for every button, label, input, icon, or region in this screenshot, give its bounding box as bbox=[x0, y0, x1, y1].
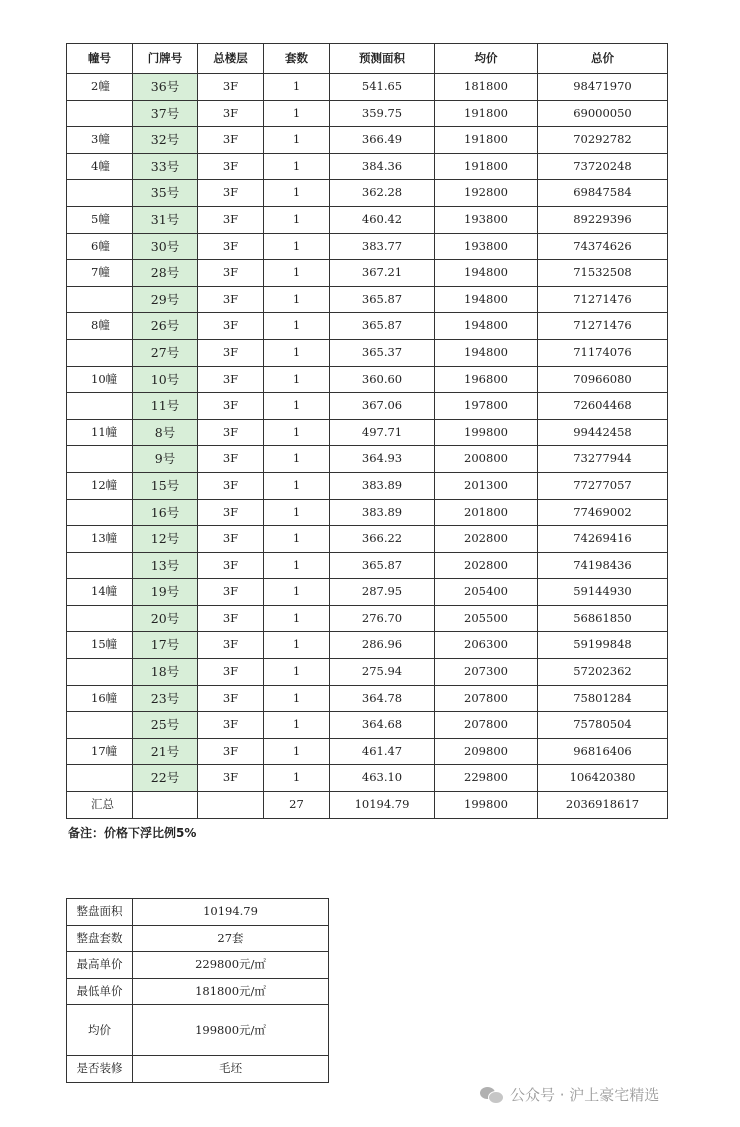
cell-total-price: 70966080 bbox=[538, 366, 668, 393]
cell-building: 12幢 bbox=[67, 472, 133, 499]
cell-building: 15幢 bbox=[67, 632, 133, 659]
table-row bbox=[67, 659, 668, 686]
cell-avg-price: 197800 bbox=[435, 393, 538, 420]
summary-label: 整盘面积 bbox=[67, 899, 133, 926]
cell-total-floors: 3F bbox=[198, 605, 264, 632]
cell-total-floors: 3F bbox=[198, 685, 264, 712]
cell-unit-count: 1 bbox=[264, 499, 330, 526]
cell-total-floors: 3F bbox=[198, 233, 264, 260]
total-floors bbox=[198, 792, 264, 819]
cell-total-floors: 3F bbox=[198, 366, 264, 393]
cell-total-floors: 3F bbox=[198, 712, 264, 739]
cell-unit-count: 1 bbox=[264, 472, 330, 499]
summary-value: 10194.79 bbox=[133, 899, 329, 926]
cell-unit-count: 1 bbox=[264, 685, 330, 712]
cell-building: 5幢 bbox=[67, 206, 133, 233]
cell-total-price: 69847584 bbox=[538, 180, 668, 207]
summary-row bbox=[67, 1056, 329, 1083]
cell-building bbox=[67, 286, 133, 313]
table-row bbox=[67, 286, 668, 313]
watermark-text: 公众号 · 沪上豪宅精选 bbox=[510, 1086, 660, 1104]
cell-total-floors: 3F bbox=[198, 472, 264, 499]
cell-total-price: 74269416 bbox=[538, 526, 668, 553]
cell-building bbox=[67, 712, 133, 739]
summary-value: 毛坯 bbox=[133, 1056, 329, 1083]
cell-unit-count: 1 bbox=[264, 712, 330, 739]
cell-unit-count: 1 bbox=[264, 339, 330, 366]
cell-unit-count: 1 bbox=[264, 153, 330, 180]
cell-total-floors: 3F bbox=[198, 100, 264, 127]
cell-door-number: 27号 bbox=[133, 339, 198, 366]
cell-avg-price: 209800 bbox=[435, 738, 538, 765]
summary-value: 27套 bbox=[133, 925, 329, 952]
cell-total-price: 98471970 bbox=[538, 74, 668, 101]
cell-area: 364.78 bbox=[330, 685, 435, 712]
cell-building bbox=[67, 552, 133, 579]
cell-total-floors: 3F bbox=[198, 313, 264, 340]
table-row bbox=[67, 366, 668, 393]
header-unit-count: 套数 bbox=[264, 44, 330, 74]
cell-total-floors: 3F bbox=[198, 206, 264, 233]
header-building: 幢号 bbox=[67, 44, 133, 74]
cell-total-floors: 3F bbox=[198, 552, 264, 579]
cell-unit-count: 1 bbox=[264, 738, 330, 765]
cell-avg-price: 193800 bbox=[435, 206, 538, 233]
cell-total-floors: 3F bbox=[198, 738, 264, 765]
cell-avg-price: 202800 bbox=[435, 552, 538, 579]
cell-door-number: 25号 bbox=[133, 712, 198, 739]
summary-row bbox=[67, 1005, 329, 1056]
cell-door-number: 11号 bbox=[133, 393, 198, 420]
cell-area: 366.49 bbox=[330, 127, 435, 154]
cell-unit-count: 1 bbox=[264, 419, 330, 446]
cell-unit-count: 1 bbox=[264, 765, 330, 792]
summary-table bbox=[66, 898, 329, 1083]
table-row bbox=[67, 153, 668, 180]
cell-area: 287.95 bbox=[330, 579, 435, 606]
cell-building bbox=[67, 393, 133, 420]
cell-unit-count: 1 bbox=[264, 393, 330, 420]
cell-total-floors: 3F bbox=[198, 659, 264, 686]
cell-area: 365.87 bbox=[330, 552, 435, 579]
cell-avg-price: 201300 bbox=[435, 472, 538, 499]
table-row bbox=[67, 313, 668, 340]
cell-building bbox=[67, 499, 133, 526]
cell-door-number: 28号 bbox=[133, 260, 198, 287]
table-row bbox=[67, 74, 668, 101]
cell-building bbox=[67, 659, 133, 686]
cell-unit-count: 1 bbox=[264, 552, 330, 579]
cell-building: 7幢 bbox=[67, 260, 133, 287]
summary-label: 均价 bbox=[67, 1005, 133, 1056]
cell-avg-price: 193800 bbox=[435, 233, 538, 260]
cell-avg-price: 229800 bbox=[435, 765, 538, 792]
cell-building bbox=[67, 100, 133, 127]
cell-avg-price: 194800 bbox=[435, 286, 538, 313]
cell-total-price: 71174076 bbox=[538, 339, 668, 366]
summary-row bbox=[67, 925, 329, 952]
summary-value: 229800元/㎡ bbox=[133, 952, 329, 979]
cell-area: 383.89 bbox=[330, 472, 435, 499]
cell-building: 17幢 bbox=[67, 738, 133, 765]
summary-label: 整盘套数 bbox=[67, 925, 133, 952]
cell-area: 360.60 bbox=[330, 366, 435, 393]
cell-area: 366.22 bbox=[330, 526, 435, 553]
cell-total-floors: 3F bbox=[198, 419, 264, 446]
header-avg-price: 均价 bbox=[435, 44, 538, 74]
table-row bbox=[67, 526, 668, 553]
cell-area: 275.94 bbox=[330, 659, 435, 686]
cell-avg-price: 192800 bbox=[435, 180, 538, 207]
cell-door-number: 16号 bbox=[133, 499, 198, 526]
table-row bbox=[67, 446, 668, 473]
watermark bbox=[480, 1084, 659, 1105]
total-door bbox=[133, 792, 198, 819]
cell-total-floors: 3F bbox=[198, 446, 264, 473]
cell-door-number: 18号 bbox=[133, 659, 198, 686]
header-total-price: 总价 bbox=[538, 44, 668, 74]
cell-door-number: 19号 bbox=[133, 579, 198, 606]
cell-unit-count: 1 bbox=[264, 100, 330, 127]
cell-avg-price: 199800 bbox=[435, 419, 538, 446]
cell-door-number: 37号 bbox=[133, 100, 198, 127]
cell-avg-price: 207300 bbox=[435, 659, 538, 686]
cell-area: 463.10 bbox=[330, 765, 435, 792]
cell-building: 11幢 bbox=[67, 419, 133, 446]
cell-area: 460.42 bbox=[330, 206, 435, 233]
cell-area: 365.87 bbox=[330, 313, 435, 340]
cell-total-floors: 3F bbox=[198, 153, 264, 180]
cell-total-floors: 3F bbox=[198, 632, 264, 659]
wechat-icon bbox=[480, 1085, 504, 1105]
cell-unit-count: 1 bbox=[264, 579, 330, 606]
cell-door-number: 31号 bbox=[133, 206, 198, 233]
table-row bbox=[67, 180, 668, 207]
cell-total-price: 57202362 bbox=[538, 659, 668, 686]
cell-total-price: 74198436 bbox=[538, 552, 668, 579]
cell-building bbox=[67, 339, 133, 366]
cell-unit-count: 1 bbox=[264, 180, 330, 207]
cell-total-floors: 3F bbox=[198, 180, 264, 207]
cell-avg-price: 207800 bbox=[435, 712, 538, 739]
header-door-number: 门牌号 bbox=[133, 44, 198, 74]
cell-total-price: 96816406 bbox=[538, 738, 668, 765]
cell-unit-count: 1 bbox=[264, 366, 330, 393]
cell-building bbox=[67, 446, 133, 473]
cell-total-price: 59199848 bbox=[538, 632, 668, 659]
cell-building: 8幢 bbox=[67, 313, 133, 340]
cell-door-number: 36号 bbox=[133, 74, 198, 101]
cell-building: 13幢 bbox=[67, 526, 133, 553]
cell-building bbox=[67, 765, 133, 792]
cell-avg-price: 205400 bbox=[435, 579, 538, 606]
header-area: 预测面积 bbox=[330, 44, 435, 74]
table-row bbox=[67, 339, 668, 366]
cell-avg-price: 201800 bbox=[435, 499, 538, 526]
summary-row bbox=[67, 978, 329, 1005]
cell-total-price: 75801284 bbox=[538, 685, 668, 712]
cell-avg-price: 205500 bbox=[435, 605, 538, 632]
cell-building: 3幢 bbox=[67, 127, 133, 154]
cell-unit-count: 1 bbox=[264, 233, 330, 260]
price-note: 备注：价格下浮比例5% bbox=[68, 826, 197, 840]
cell-door-number: 12号 bbox=[133, 526, 198, 553]
cell-door-number: 21号 bbox=[133, 738, 198, 765]
cell-area: 286.96 bbox=[330, 632, 435, 659]
cell-total-price: 99442458 bbox=[538, 419, 668, 446]
cell-avg-price: 194800 bbox=[435, 313, 538, 340]
table-row bbox=[67, 605, 668, 632]
cell-door-number: 32号 bbox=[133, 127, 198, 154]
cell-total-price: 72604468 bbox=[538, 393, 668, 420]
cell-door-number: 10号 bbox=[133, 366, 198, 393]
table-row bbox=[67, 632, 668, 659]
cell-unit-count: 1 bbox=[264, 127, 330, 154]
cell-door-number: 8号 bbox=[133, 419, 198, 446]
cell-total-floors: 3F bbox=[198, 339, 264, 366]
cell-area: 367.21 bbox=[330, 260, 435, 287]
total-price: 2036918617 bbox=[538, 792, 668, 819]
cell-door-number: 30号 bbox=[133, 233, 198, 260]
price-table bbox=[66, 43, 668, 819]
table-row bbox=[67, 206, 668, 233]
cell-area: 365.37 bbox=[330, 339, 435, 366]
cell-unit-count: 1 bbox=[264, 286, 330, 313]
cell-avg-price: 194800 bbox=[435, 260, 538, 287]
cell-door-number: 17号 bbox=[133, 632, 198, 659]
cell-total-price: 69000050 bbox=[538, 100, 668, 127]
cell-unit-count: 1 bbox=[264, 605, 330, 632]
cell-building: 16幢 bbox=[67, 685, 133, 712]
cell-avg-price: 202800 bbox=[435, 526, 538, 553]
cell-avg-price: 196800 bbox=[435, 366, 538, 393]
cell-door-number: 29号 bbox=[133, 286, 198, 313]
cell-building: 10幢 bbox=[67, 366, 133, 393]
table-row bbox=[67, 100, 668, 127]
summary-value: 199800元/㎡ bbox=[133, 1005, 329, 1056]
cell-avg-price: 191800 bbox=[435, 127, 538, 154]
cell-area: 383.89 bbox=[330, 499, 435, 526]
total-row bbox=[67, 792, 668, 819]
table-row bbox=[67, 499, 668, 526]
cell-total-price: 71271476 bbox=[538, 286, 668, 313]
table-row bbox=[67, 738, 668, 765]
cell-total-price: 77277057 bbox=[538, 472, 668, 499]
cell-unit-count: 1 bbox=[264, 74, 330, 101]
table-row bbox=[67, 579, 668, 606]
total-label: 汇总 bbox=[67, 792, 133, 819]
cell-total-price: 71532508 bbox=[538, 260, 668, 287]
total-area: 10194.79 bbox=[330, 792, 435, 819]
total-units: 27 bbox=[264, 792, 330, 819]
cell-avg-price: 191800 bbox=[435, 100, 538, 127]
cell-avg-price: 200800 bbox=[435, 446, 538, 473]
cell-area: 276.70 bbox=[330, 605, 435, 632]
cell-total-floors: 3F bbox=[198, 579, 264, 606]
cell-area: 364.68 bbox=[330, 712, 435, 739]
cell-total-floors: 3F bbox=[198, 286, 264, 313]
cell-total-floors: 3F bbox=[198, 526, 264, 553]
cell-unit-count: 1 bbox=[264, 206, 330, 233]
cell-area: 365.87 bbox=[330, 286, 435, 313]
summary-row bbox=[67, 952, 329, 979]
cell-avg-price: 207800 bbox=[435, 685, 538, 712]
cell-total-price: 71271476 bbox=[538, 313, 668, 340]
cell-door-number: 26号 bbox=[133, 313, 198, 340]
cell-avg-price: 181800 bbox=[435, 74, 538, 101]
summary-label: 最低单价 bbox=[67, 978, 133, 1005]
table-row bbox=[67, 712, 668, 739]
cell-total-price: 70292782 bbox=[538, 127, 668, 154]
cell-total-price: 89229396 bbox=[538, 206, 668, 233]
cell-total-price: 73720248 bbox=[538, 153, 668, 180]
cell-door-number: 23号 bbox=[133, 685, 198, 712]
cell-door-number: 20号 bbox=[133, 605, 198, 632]
table-row bbox=[67, 765, 668, 792]
cell-unit-count: 1 bbox=[264, 659, 330, 686]
cell-area: 383.77 bbox=[330, 233, 435, 260]
cell-total-floors: 3F bbox=[198, 260, 264, 287]
cell-building bbox=[67, 180, 133, 207]
cell-area: 362.28 bbox=[330, 180, 435, 207]
cell-door-number: 35号 bbox=[133, 180, 198, 207]
cell-area: 461.47 bbox=[330, 738, 435, 765]
cell-door-number: 22号 bbox=[133, 765, 198, 792]
summary-value: 181800元/㎡ bbox=[133, 978, 329, 1005]
cell-building: 4幢 bbox=[67, 153, 133, 180]
cell-area: 364.93 bbox=[330, 446, 435, 473]
cell-area: 384.36 bbox=[330, 153, 435, 180]
cell-door-number: 9号 bbox=[133, 446, 198, 473]
table-row bbox=[67, 472, 668, 499]
cell-total-floors: 3F bbox=[198, 127, 264, 154]
cell-building: 2幢 bbox=[67, 74, 133, 101]
cell-avg-price: 206300 bbox=[435, 632, 538, 659]
cell-area: 359.75 bbox=[330, 100, 435, 127]
cell-unit-count: 1 bbox=[264, 446, 330, 473]
summary-row bbox=[67, 899, 329, 926]
cell-unit-count: 1 bbox=[264, 632, 330, 659]
table-row bbox=[67, 260, 668, 287]
table-row bbox=[67, 552, 668, 579]
cell-building bbox=[67, 605, 133, 632]
table-row bbox=[67, 127, 668, 154]
cell-total-price: 74374626 bbox=[538, 233, 668, 260]
cell-area: 367.06 bbox=[330, 393, 435, 420]
table-row bbox=[67, 233, 668, 260]
cell-unit-count: 1 bbox=[264, 313, 330, 340]
cell-total-price: 75780504 bbox=[538, 712, 668, 739]
cell-unit-count: 1 bbox=[264, 526, 330, 553]
table-row bbox=[67, 685, 668, 712]
cell-total-floors: 3F bbox=[198, 74, 264, 101]
cell-total-floors: 3F bbox=[198, 393, 264, 420]
cell-total-floors: 3F bbox=[198, 499, 264, 526]
summary-label: 最高单价 bbox=[67, 952, 133, 979]
cell-total-price: 106420380 bbox=[538, 765, 668, 792]
cell-avg-price: 191800 bbox=[435, 153, 538, 180]
cell-building: 6幢 bbox=[67, 233, 133, 260]
cell-total-price: 56861850 bbox=[538, 605, 668, 632]
cell-door-number: 33号 bbox=[133, 153, 198, 180]
cell-total-price: 77469002 bbox=[538, 499, 668, 526]
summary-label: 是否装修 bbox=[67, 1056, 133, 1083]
cell-door-number: 15号 bbox=[133, 472, 198, 499]
cell-total-price: 73277944 bbox=[538, 446, 668, 473]
cell-door-number: 13号 bbox=[133, 552, 198, 579]
cell-avg-price: 194800 bbox=[435, 339, 538, 366]
cell-area: 541.65 bbox=[330, 74, 435, 101]
table-row bbox=[67, 419, 668, 446]
table-row bbox=[67, 393, 668, 420]
cell-total-floors: 3F bbox=[198, 765, 264, 792]
cell-unit-count: 1 bbox=[264, 260, 330, 287]
cell-building: 14幢 bbox=[67, 579, 133, 606]
cell-area: 497.71 bbox=[330, 419, 435, 446]
cell-total-price: 59144930 bbox=[538, 579, 668, 606]
total-avg-price: 199800 bbox=[435, 792, 538, 819]
header-total-floors: 总楼层 bbox=[198, 44, 264, 74]
table-header-row bbox=[67, 44, 668, 74]
